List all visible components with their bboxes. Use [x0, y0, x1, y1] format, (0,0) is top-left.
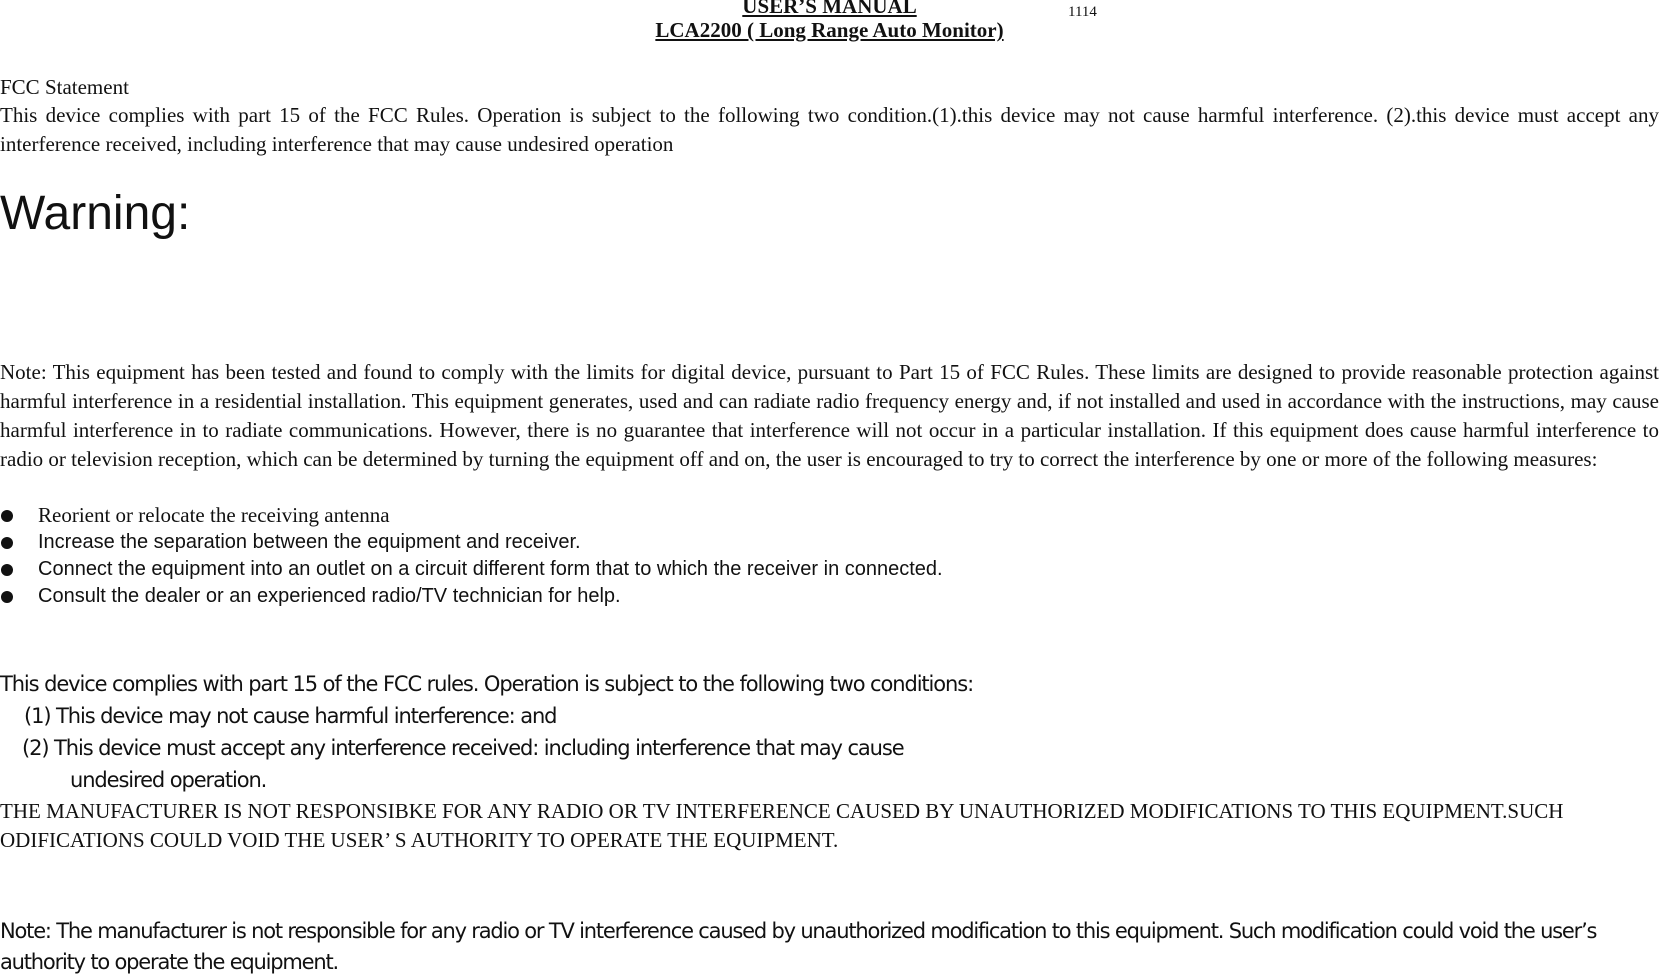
condition-2-continued: undesired operation. — [70, 768, 267, 792]
manufacturer-notice: THE MANUFACTURER IS NOT RESPONSIBKE FOR ANY RADIO OR TV INTERFERENCE CAUSED BY UNAUTHORIZED MODIFICATIONS TO THIS EQUIPMENT.SUCH ODIFICATIONS COULD VOID THE USER’ S AUTHORITY TO OPERATE THE EQUIPMENT. — [0, 799, 1564, 852]
document-code: 1114 — [1068, 4, 1097, 20]
product-title: LCA2200 ( Long Range Auto Monitor) — [655, 18, 1004, 42]
list-item — [0, 529, 1200, 556]
document-header — [0, 0, 1659, 44]
closing-note: Note: The manufacturer is not responsible for any radio or TV interference caused by unauthorized modification to this equipment. Such modification could void the user’s authority to operate the equipment. — [0, 919, 1597, 974]
measure-text: Increase the separation between the equipment and receiver. — [38, 531, 581, 553]
warning-heading: Warning: — [0, 187, 191, 240]
list-item — [0, 556, 1200, 583]
manual-title: USER’S MANUAL — [742, 0, 917, 18]
bullet-icon — [1, 591, 13, 603]
measures-list — [0, 502, 1200, 610]
note-paragraph: Note: This equipment has been tested and found to comply with the limits for digital device, pursuant to Part 15 of FCC Rules. These limits are designed to provide reasonable protection against harmful interference in a residential installation. This equipment generates, used and can radiate radio frequency energy and, if not installed and used in accordance with the instructions, may cause harmful interference in to radiate communications. However, there is no guarantee that interference will not occur in a particular installation. If this equipment does cause harmful interference to radio or television reception, which can be determined by turning the equipment off and on, the user is encouraged to try to correct the interference by one or more of the following measures: — [0, 360, 1659, 471]
measure-text: Consult the dealer or an experienced radio/TV technician for help. — [38, 585, 621, 607]
bullet-icon — [1, 537, 13, 549]
fcc-statement-heading: FCC Statement — [0, 75, 129, 99]
conditions-intro: This device complies with part 15 of the FCC rules. Operation is subject to the following two conditions: — [0, 672, 974, 696]
bullet-icon — [1, 564, 13, 576]
condition-1: (1) This device may not cause harmful interference: and — [24, 704, 557, 728]
list-item — [0, 583, 1200, 610]
fcc-statement-body: This device complies with part 15 of the FCC Rules. Operation is subject to the following two condition.(1).this device may not cause harmful interference. (2).this device must accept any interference received, including interference that may cause undesired operation — [0, 103, 1659, 156]
list-item — [0, 502, 1200, 529]
measure-text: Reorient or relocate the receiving antenna — [38, 503, 390, 527]
bullet-icon — [1, 510, 13, 522]
condition-2: (2) This device must accept any interference received: including interference that may cause — [22, 736, 904, 760]
measure-text: Connect the equipment into an outlet on a circuit different form that to which the receiver in connected. — [38, 558, 943, 580]
